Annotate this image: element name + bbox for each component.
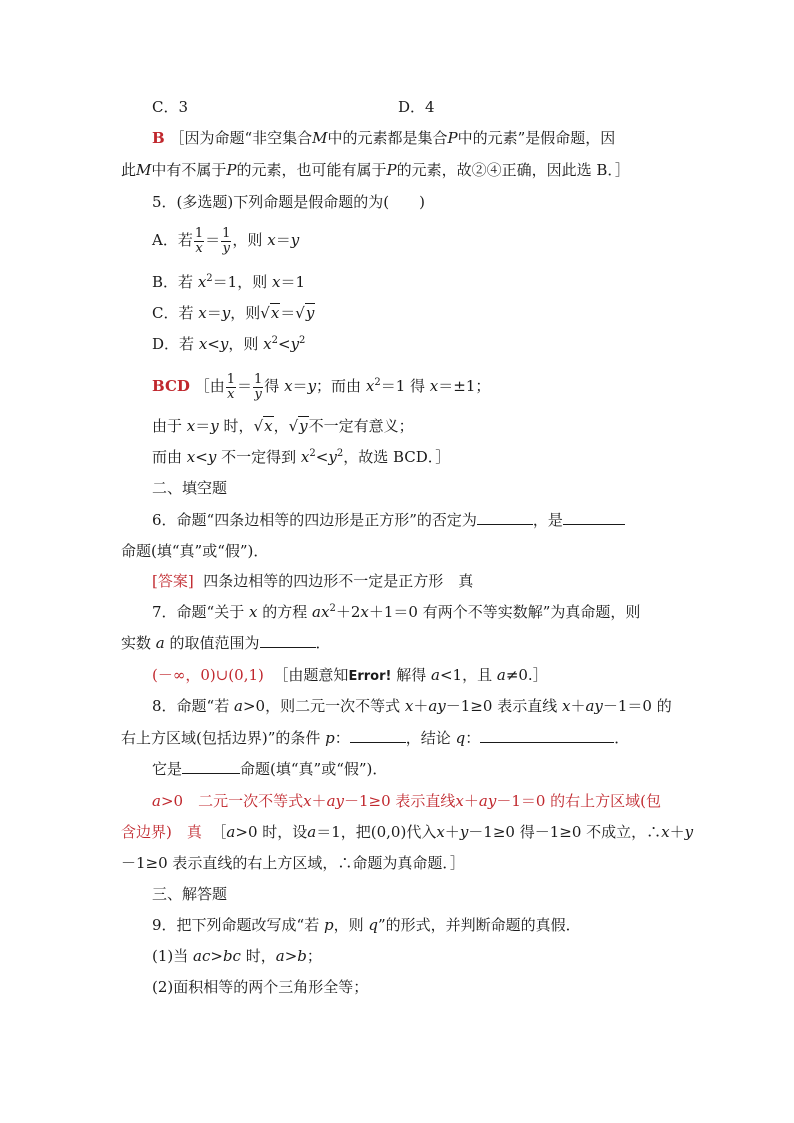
text: 此 (121, 161, 137, 179)
section-heading-fill-in: 二、填空题 (152, 479, 228, 497)
text: ［由题意知 (273, 666, 349, 684)
sqrt: √y (288, 417, 308, 435)
q5-answer: BCD (152, 377, 190, 395)
text: 它是 (152, 760, 183, 778)
q4-option-d: D．4 (398, 98, 435, 116)
text: B．若 (152, 273, 194, 291)
var: P (226, 161, 237, 179)
text: ［因为命题“非空集合 (169, 129, 313, 147)
text: －1≥0 表示直线 (343, 792, 456, 810)
q8-line2: 右上方区域(包括边界)”的条件 p： ，结论 q： ． (121, 729, 630, 747)
q6-line1 (152, 510, 625, 530)
answer-blank (350, 728, 406, 743)
text: ”的形式，并判断命题的真假． (378, 916, 581, 934)
text: 8．命题“若 (152, 697, 230, 715)
var: P (386, 161, 397, 179)
text: 命题(填“真”或“假”)． (240, 760, 388, 778)
text: 7．命题“关于 (152, 603, 245, 621)
text: 由于 (152, 417, 183, 435)
text: 中的元素”是假命题，因 (457, 129, 616, 147)
q4-answer-letter: B (152, 129, 165, 147)
text: 的方程 (262, 603, 308, 621)
sqrt: √x (253, 417, 273, 435)
q8-line3 (152, 759, 387, 779)
q8-answer-line2: 含边界) 真 ［a>0 时，设a＝1，把(0,0)代入x＋y－1≥0 得－1≥0 不成立，∴x＋y (121, 823, 694, 841)
text: 解得 (396, 666, 427, 684)
sqrt: √x (260, 304, 280, 322)
text: D．若 (152, 335, 195, 353)
q5-option-c: C．若 x＝y，则√x＝√y (152, 304, 315, 322)
text: 中的元素都是集合 (327, 129, 448, 147)
answer-blank (182, 759, 240, 774)
text: <1，且 (439, 666, 493, 684)
text: ＋1＝0 有两个不等实数解”为真命题，则 (368, 603, 641, 621)
text: ，则 (232, 231, 263, 249)
q8-line1: 8．命题“若 a>0，则二元一次不等式 x＋ay－1≥0 表示直线 x＋ay－1＝0 的 (152, 697, 672, 715)
q7-answer: (－∞，0)∪(0,1) ［由题意知Error! 解得 a<1，且 a≠0.］ (152, 666, 548, 684)
text: 实数 (121, 634, 152, 652)
text: ，则 (333, 916, 364, 934)
text: ［由 (194, 377, 225, 395)
answer-tag: [答案] (152, 572, 194, 590)
text: 时， (223, 417, 254, 435)
text: ． (315, 634, 331, 652)
text: ≠0.］ (505, 666, 548, 684)
var: P (447, 129, 458, 147)
q9-part1: (1)当 ac>bc 时，a>b； (152, 947, 322, 965)
answer-blank (480, 728, 614, 743)
answer-text: 四条边相等的四边形不一定是正方形 真 (203, 572, 474, 590)
text: ： (465, 729, 481, 747)
text: ＋ (444, 823, 460, 841)
text: ［ (211, 823, 227, 841)
text: 6．命题“四条边相等的四边形是正方形”的否定为 (152, 511, 477, 529)
text: ： (334, 729, 350, 747)
text: ，则 (230, 304, 261, 322)
text: 的取值范围为 (169, 634, 260, 652)
text: ＝±1； (438, 377, 491, 395)
q4-explanation-line1 (152, 128, 615, 148)
q9-stem: 9．把下列命题改写成“若 p，则 q”的形式，并判断命题的真假． (152, 916, 581, 934)
answer-blank (563, 510, 625, 525)
q5-option-b: B．若 $x^2=1$，则 x＝1 (152, 273, 305, 291)
text: 9．把下列命题改写成“若 (152, 916, 320, 934)
fraction: $\frac{1}{x}$ (194, 225, 204, 256)
text: ，故选 BCD．］ (343, 448, 451, 466)
q4-option-c: C．3 (152, 98, 189, 116)
answer-text: 含边界) 真 (121, 823, 202, 841)
text: 得 (264, 377, 280, 395)
text: (1)当 (152, 947, 189, 965)
q5-option-a: A．若 $\frac{1}{x}$ ＝ $\frac{1}{y}$ ，则 x＝y (152, 225, 300, 256)
text: 不一定得到 (221, 448, 297, 466)
text: >0，则二元一次不等式 (242, 697, 401, 715)
q4-explanation-line2 (121, 160, 630, 180)
var: M (136, 161, 152, 179)
fraction: $\frac{1}{x}$ (226, 371, 235, 402)
text: ；而由 (316, 377, 362, 395)
text: －1＝0 的右上方区域(包 (496, 792, 662, 810)
q5-explanation-line3: 而由 x<y 不一定得到 $x^2<y^2$，故选 BCD．］ (152, 448, 451, 466)
answer-blank (260, 633, 316, 648)
text: ， (273, 417, 289, 435)
text: >0 二元一次不等式 (160, 792, 304, 810)
fraction: $\frac{1}{y}$ (222, 225, 231, 256)
text: >0 时，设 (235, 823, 308, 841)
q8-answer-line1: a>0 二元一次不等式x＋ay－1≥0 表示直线x＋ay－1＝0 的右上方区域(包 (152, 792, 662, 810)
text: ＝1，则 (212, 273, 268, 291)
text: ＋ (570, 697, 586, 715)
text: ，结论 (405, 729, 451, 747)
text: ，是 (532, 511, 563, 529)
q5-explanation-line2: 由于 x＝y 时，√x，√y不一定有意义； (152, 417, 414, 435)
q6-answer (152, 571, 473, 591)
q5-stem: 5．(多选题)下列命题是假命题的为( ) (152, 193, 425, 211)
answer-text: (－∞，0)∪(0,1) (152, 666, 264, 684)
text: 而由 (152, 448, 183, 466)
q8-answer-line3: －1≥0 表示直线的右上方区域，∴命题为真命题．］ (121, 854, 465, 872)
text: －1＝0 的 (602, 697, 672, 715)
fraction: $\frac{1}{y}$ (254, 371, 263, 402)
text: 的元素，也可能有属于 (236, 161, 387, 179)
text: ＋ (669, 823, 685, 841)
text: ＋2 (335, 603, 361, 621)
text: ，则 (228, 335, 259, 353)
section-heading-solutions: 三、解答题 (152, 885, 228, 903)
q5-explanation-line1: BCD ［由 $\frac{1}{x}$ ＝ $\frac{1}{y}$ 得 x＝y；而由 $x^2=1$ 得 x＝±1； (152, 371, 491, 402)
text: 的元素，故②④正确，因此选 B．］ (396, 161, 630, 179)
text: ＋ (311, 792, 327, 810)
answer-blank (477, 510, 533, 525)
q5-option-d: D．若 x<y，则 $x^2<y^2$ (152, 335, 306, 353)
error-marker: Error! (348, 669, 392, 684)
q9-part2: (2)面积相等的两个三角形全等； (152, 978, 369, 996)
text: 时， (245, 947, 276, 965)
q7-line1: 7．命题“关于 x 的方程 $ax^2+2x+1=0$ 有两个不等实数解”为真命题，则 (152, 603, 641, 621)
text: 中有不属于 (151, 161, 227, 179)
text: C．若 (152, 304, 194, 322)
text: ＝1，把(0,0)代入 (316, 823, 437, 841)
text: ＝1 得 (380, 377, 425, 395)
text: ＝1 (280, 273, 305, 291)
var: M (312, 129, 328, 147)
q6-line2: 命题(填“真”或“假”)． (121, 542, 269, 560)
text: ＋ (463, 792, 479, 810)
sqrt: √y (295, 304, 315, 322)
text: ． (614, 729, 630, 747)
text: 不一定有意义； (308, 417, 414, 435)
text: －1≥0 表示直线 (445, 697, 558, 715)
q7-line2: 实数 a 的取值范围为 ． (121, 634, 331, 652)
text: A．若 (152, 231, 193, 249)
text: ＋ (413, 697, 429, 715)
text: －1≥0 得－1≥0 不成立，∴ (468, 823, 662, 841)
text: ； (306, 947, 322, 965)
text: 右上方区域(包括边界)”的条件 (121, 729, 321, 747)
